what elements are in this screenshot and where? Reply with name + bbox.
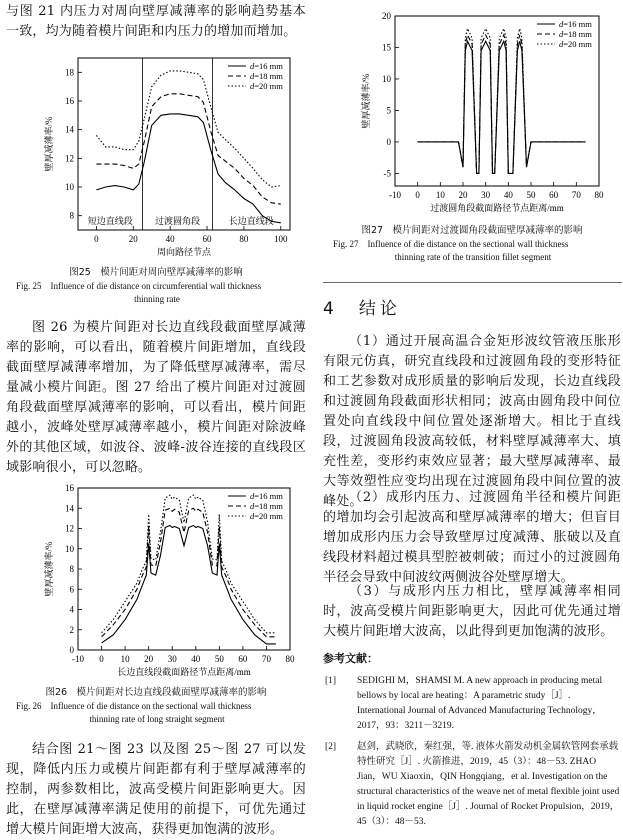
plot-area [360,11,604,213]
y-tick-label: 0 [69,645,74,655]
legend-label: d=16 mm [250,491,283,501]
legend-label: d=18 mm [559,29,592,39]
y-tick-label: 12 [65,523,74,534]
x-tick-label: 0 [415,190,420,200]
section-divider [323,282,622,283]
conclusion-2: （2）成形内压力、过渡圆角半径和模片间距的增加均会引起波高和壁厚减薄率的增大；但盲目增加成形内压力会导致壁厚过度减薄、胀破以及直线段材料超过模具型腔被刺破；而过小的过渡圆角半径会导致中间波纹两侧波谷处壁厚增大。 [323,490,621,585]
figure-25 [6,52,306,306]
plot-area [43,58,290,257]
x-tick-label: 30 [481,190,491,200]
x-tick-label: 80 [594,190,604,200]
x-tick-label: 50 [526,190,536,200]
y-tick-label: 0 [386,136,391,147]
y-tick-label: 8 [69,210,74,221]
reference-number: [1] [325,676,337,686]
chart-fig25 [6,52,306,262]
chart-fig27 [323,4,621,220]
x-tick-label: 0 [94,234,99,244]
legend-label: d=20 mm [250,81,283,91]
legend-label: d=20 mm [559,39,592,49]
x-tick-label: 60 [202,234,212,244]
y-tick-label: 5 [386,105,391,116]
x-tick-label: 20 [128,234,138,244]
x-axis-label: 周向路径节点 [156,247,212,257]
conclusion-1: （1）通过开展高温合金矩形波纹管液压胀形有限元仿真，研究直线段和过渡圆角段的变形特征和工艺参数对成形质量的影响后发现，长边直线段和过渡圆角段截面形状相同；波高由圆角段中间位置处向直线段中间位置处逐渐增大。相比于直线段，过渡圆角段波高较低，材料壁厚减薄率大、填充性差，变形约束效应显著；最大壁厚减薄率、最大等效塑性应变均出现在过渡圆角段中间位置的波峰处。 [323,334,621,509]
series-line-d20mm [418,29,586,174]
fig27-caption-en-line1: Fig. 27 Influence of die distance on the sectional wall thickness [333,239,569,249]
y-tick-label: 10 [65,182,74,192]
y-tick-label: -5 [383,168,391,179]
y-tick-label: 16 [65,96,74,106]
fig26-caption-en-line2: thinning rate of long straight segment [89,714,225,724]
x-axis-label: 过渡圆角段截面路径节点距离/mm [430,203,564,213]
fig25-caption-zh: 图25 模片间距对周向壁厚减薄率的影响 [69,267,243,278]
y-tick-label: 16 [65,483,74,493]
y-tick-label: 18 [65,67,74,78]
x-tick-label: 20 [144,654,154,664]
y-tick-label: 12 [65,153,74,164]
y-tick-label: 2 [69,624,74,635]
series-line-d16mm [418,41,586,173]
x-tick-label: 40 [503,190,513,200]
figure-26 [6,482,306,726]
references-heading: 参考文献： [323,652,378,665]
y-tick-label: 14 [65,503,74,514]
paragraph-top: 与图 21 内压力对周向壁厚减薄率的影响趋势基本一致，均为随着模片间距和内压力的增加而增加。 [6,4,306,39]
x-tick-label: 20 [458,190,468,200]
x-tick-label: 40 [165,234,175,244]
y-tick-label: 10 [382,73,391,84]
fig27-caption-en-line2: thinning rate of the transition fillet segment [394,252,552,262]
fig27-caption-zh: 图27 模片间距对过渡圆角段截面壁厚减薄率的影响 [361,225,583,236]
x-tick-label: 70 [261,654,271,664]
legend-label: d=18 mm [250,71,283,81]
figure-27 [323,4,621,264]
x-tick-label: 70 [571,190,581,200]
fig26-caption-en [6,700,306,726]
y-tick-label: 8 [69,564,74,574]
y-tick-label: 20 [382,11,391,21]
legend-label: d=18 mm [250,501,283,511]
x-tick-label: 80 [285,654,295,664]
series-line-d18mm [418,35,586,174]
y-tick-label: 10 [65,543,74,554]
conclusion-3: （3）与成形内压力相比，壁厚减薄率相同时，波高受模片间距影响更大，因此可优先通过增大模片间距增大波高，以此得到更加饱满的波形。 [323,584,621,639]
x-tick-label: 0 [99,654,104,664]
plot-area [43,483,295,677]
y-axis-label: 壁厚减薄率/% [44,541,54,597]
series-line-d18mm [96,94,280,204]
section-title: 4 结论 [323,299,401,319]
reference-item [323,740,621,830]
y-tick-label: 4 [69,604,74,615]
series-line-d16mm [96,114,280,223]
fig25-caption-en-line2: thinning rate [134,294,180,304]
y-tick-label: 15 [382,42,391,53]
region-label: 过渡圆角段 [155,216,201,226]
region-label: 长边直线段 [228,216,274,226]
x-tick-label: 10 [120,654,130,664]
x-tick-label: -10 [72,654,84,664]
paragraph-bottom: 结合图 21～图 23 以及图 25～图 27 可以发现，降低内压力或模片间距都有利于壁厚减薄率的控制，两参数相比，波高受模片间距影响更大。因此，在壁厚减薄率满足使用的前提下，可优先通过增大模片间距增大波高，获得更加饱满的波形。 [6,742,306,837]
x-tick-label: 100 [274,234,288,244]
x-tick-label: -10 [389,190,401,200]
legend-label: d=16 mm [559,19,592,29]
x-tick-label: 50 [214,654,224,664]
x-tick-label: 60 [549,190,559,200]
legend-label: d=16 mm [250,61,283,71]
fig26-caption-zh: 图26 模片间距对长边直线段截面壁厚减薄率的影响 [45,687,267,698]
y-tick-label: 6 [69,584,74,595]
legend-label: d=20 mm [250,511,283,521]
reference-number: [2] [325,742,337,752]
region-label: 短边直线段 [87,216,133,226]
x-tick-label: 30 [167,654,177,664]
reference-item [323,674,621,734]
fig25-caption-en [6,280,306,306]
chart-fig26 [6,482,306,682]
x-tick-label: 40 [191,654,201,664]
x-tick-label: 10 [435,190,445,200]
fig27-caption-en [323,238,621,264]
fig26-caption-en-line1: Fig. 26 Influence of die distance on the sectional wall thickness [16,701,252,711]
x-tick-label: 80 [239,234,249,244]
series-line-d16mm [102,526,276,644]
references-list [323,674,621,830]
reference-text: SEDIGHI M，SHAMSI M. A new approach in producing metal bellows by local are heating：A parametric study［J］. International Journal of Advanced Manufacturing Technology，2017，93：3211－3219. [357,676,603,731]
reference-text: 赵剑，武晓欣，秦红强，等. 液体火箭发动机金属软管网套承载特性研究［J］. 火箭推进，2019，45（3）：48－53. ZHAO Jian，WU Xiaoxin，QIN Hongqiang，et al. Investigation on the structural characteristics of the weave net of metal flexible joint used in liquid rocket engine［J］. Journal of Rocket Propulsion，2019，45（3）：48－53. [357,742,620,827]
y-tick-label: 14 [65,124,74,135]
x-tick-label: 60 [238,654,248,664]
y-axis-label: 壁厚减薄率/% [44,116,54,172]
paragraph-mid: 图 26 为模片间距对长边直线段截面壁厚减薄率的影响，可以看出，随着模片间距增加，直线段截面壁厚减薄率增加，为了降低壁厚减薄率，需尽量减小模片间距。图 27 给出了模片间距对过渡圆角段截面壁厚减薄率的影响，可以看出，模片间距越小，波峰处壁厚减薄率越小，模片间距对除波峰外的其他区域，如波谷、波峰-波谷连接的直线段区域影响很小，可以忽略。 [6,320,306,475]
x-axis-label: 长边直线段截面路径节点距离/mm [117,667,251,677]
fig25-caption-en-line1: Fig. 25 Influence of die distance on circumferential wall thickness [16,281,262,291]
y-axis-label: 壁厚减薄率/% [361,73,371,129]
